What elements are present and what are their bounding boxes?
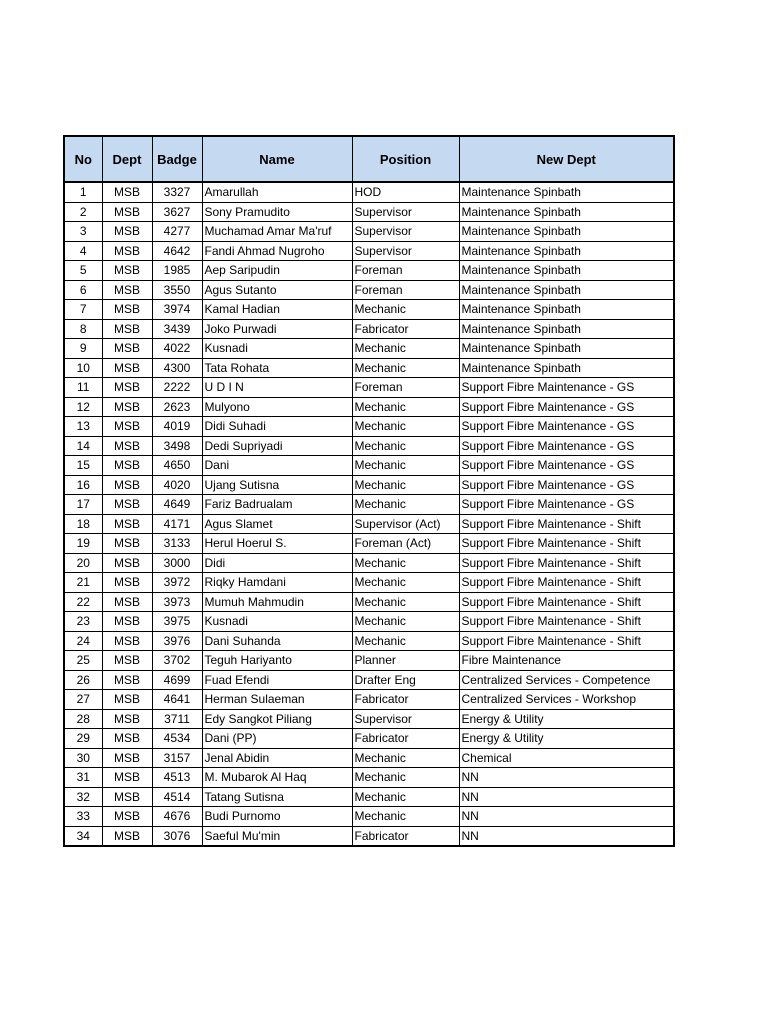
- cell-no: 25: [64, 651, 102, 671]
- cell-dept: MSB: [102, 202, 152, 222]
- cell-name: Aep Saripudin: [202, 261, 352, 281]
- cell-dept: MSB: [102, 690, 152, 710]
- cell-new-dept: Maintenance Spinbath: [459, 319, 674, 339]
- cell-position: Mechanic: [352, 768, 459, 788]
- cell-name: Tata Rohata: [202, 358, 352, 378]
- cell-new-dept: Maintenance Spinbath: [459, 358, 674, 378]
- cell-dept: MSB: [102, 436, 152, 456]
- cell-name: Dani Suhanda: [202, 631, 352, 651]
- table-row: [64, 436, 674, 456]
- cell-name: Dani (PP): [202, 729, 352, 749]
- cell-badge: 3973: [152, 592, 202, 612]
- cell-badge: 2623: [152, 397, 202, 417]
- table-row: [64, 222, 674, 242]
- cell-dept: MSB: [102, 495, 152, 515]
- cell-name: Budi Purnomo: [202, 807, 352, 827]
- cell-dept: MSB: [102, 709, 152, 729]
- cell-badge: 3439: [152, 319, 202, 339]
- cell-new-dept: NN: [459, 787, 674, 807]
- cell-no: 24: [64, 631, 102, 651]
- cell-dept: MSB: [102, 397, 152, 417]
- cell-new-dept: Maintenance Spinbath: [459, 261, 674, 281]
- cell-dept: MSB: [102, 261, 152, 281]
- cell-position: Mechanic: [352, 787, 459, 807]
- cell-name: Agus Slamet: [202, 514, 352, 534]
- header-dept: Dept: [102, 136, 152, 182]
- cell-position: Mechanic: [352, 631, 459, 651]
- cell-position: Mechanic: [352, 495, 459, 515]
- cell-name: Ujang Sutisna: [202, 475, 352, 495]
- cell-new-dept: Support Fibre Maintenance - GS: [459, 378, 674, 398]
- cell-position: Mechanic: [352, 748, 459, 768]
- cell-no: 12: [64, 397, 102, 417]
- cell-badge: 4676: [152, 807, 202, 827]
- cell-position: Foreman: [352, 378, 459, 398]
- cell-no: 26: [64, 670, 102, 690]
- cell-new-dept: Support Fibre Maintenance - GS: [459, 436, 674, 456]
- cell-position: Fabricator: [352, 319, 459, 339]
- cell-badge: 4650: [152, 456, 202, 476]
- cell-no: 4: [64, 241, 102, 261]
- cell-position: Mechanic: [352, 339, 459, 359]
- cell-badge: 4513: [152, 768, 202, 788]
- cell-new-dept: Support Fibre Maintenance - Shift: [459, 631, 674, 651]
- header-name: Name: [202, 136, 352, 182]
- table-row: [64, 748, 674, 768]
- cell-position: Fabricator: [352, 826, 459, 846]
- cell-new-dept: Support Fibre Maintenance - GS: [459, 475, 674, 495]
- table-row: [64, 417, 674, 437]
- cell-position: Supervisor (Act): [352, 514, 459, 534]
- cell-badge: 4514: [152, 787, 202, 807]
- cell-new-dept: Maintenance Spinbath: [459, 202, 674, 222]
- cell-badge: 4022: [152, 339, 202, 359]
- table-row: [64, 787, 674, 807]
- cell-name: Tatang Sutisna: [202, 787, 352, 807]
- cell-name: Muchamad Amar Ma'ruf: [202, 222, 352, 242]
- cell-badge: 4641: [152, 690, 202, 710]
- cell-position: Mechanic: [352, 573, 459, 593]
- cell-new-dept: NN: [459, 807, 674, 827]
- table-row: [64, 573, 674, 593]
- cell-name: Herul Hoerul S.: [202, 534, 352, 554]
- cell-name: Dani: [202, 456, 352, 476]
- cell-position: Planner: [352, 651, 459, 671]
- table-row: [64, 612, 674, 632]
- cell-badge: 3975: [152, 612, 202, 632]
- cell-no: 34: [64, 826, 102, 846]
- cell-badge: 3157: [152, 748, 202, 768]
- cell-name: Dedi Supriyadi: [202, 436, 352, 456]
- cell-dept: MSB: [102, 768, 152, 788]
- cell-name: U D I N: [202, 378, 352, 398]
- table-row: [64, 709, 674, 729]
- table-row: [64, 261, 674, 281]
- cell-badge: 3498: [152, 436, 202, 456]
- table-row: [64, 729, 674, 749]
- cell-no: 14: [64, 436, 102, 456]
- cell-dept: MSB: [102, 651, 152, 671]
- cell-no: 2: [64, 202, 102, 222]
- employee-table: [63, 135, 675, 847]
- cell-badge: 3076: [152, 826, 202, 846]
- cell-badge: 4534: [152, 729, 202, 749]
- header-badge: Badge: [152, 136, 202, 182]
- table-body: [64, 182, 674, 846]
- cell-badge: 1985: [152, 261, 202, 281]
- cell-name: Riqky Hamdani: [202, 573, 352, 593]
- table-row: [64, 339, 674, 359]
- table-row: [64, 631, 674, 651]
- header-no: No: [64, 136, 102, 182]
- cell-name: Mumuh Mahmudin: [202, 592, 352, 612]
- table-row: [64, 319, 674, 339]
- cell-new-dept: Support Fibre Maintenance - Shift: [459, 573, 674, 593]
- cell-position: Mechanic: [352, 592, 459, 612]
- cell-dept: MSB: [102, 573, 152, 593]
- cell-name: Kamal Hadian: [202, 300, 352, 320]
- cell-no: 19: [64, 534, 102, 554]
- cell-no: 13: [64, 417, 102, 437]
- table-row: [64, 358, 674, 378]
- cell-no: 7: [64, 300, 102, 320]
- cell-new-dept: Support Fibre Maintenance - GS: [459, 495, 674, 515]
- cell-name: Kusnadi: [202, 612, 352, 632]
- header-row: [64, 136, 674, 182]
- cell-position: Mechanic: [352, 436, 459, 456]
- cell-badge: 3711: [152, 709, 202, 729]
- cell-new-dept: Energy & Utility: [459, 709, 674, 729]
- cell-dept: MSB: [102, 670, 152, 690]
- cell-name: Fandi Ahmad Nugroho: [202, 241, 352, 261]
- cell-new-dept: Centralized Services - Workshop: [459, 690, 674, 710]
- cell-position: Mechanic: [352, 358, 459, 378]
- cell-no: 17: [64, 495, 102, 515]
- cell-dept: MSB: [102, 182, 152, 202]
- cell-badge: 3974: [152, 300, 202, 320]
- cell-position: Mechanic: [352, 300, 459, 320]
- cell-new-dept: Support Fibre Maintenance - Shift: [459, 612, 674, 632]
- cell-no: 9: [64, 339, 102, 359]
- cell-new-dept: Maintenance Spinbath: [459, 241, 674, 261]
- cell-no: 28: [64, 709, 102, 729]
- cell-name: Mulyono: [202, 397, 352, 417]
- cell-new-dept: Maintenance Spinbath: [459, 182, 674, 202]
- table-row: [64, 514, 674, 534]
- employee-table-sheet: [63, 135, 675, 847]
- cell-position: Supervisor: [352, 709, 459, 729]
- cell-name: Teguh Hariyanto: [202, 651, 352, 671]
- cell-new-dept: Maintenance Spinbath: [459, 300, 674, 320]
- cell-position: Mechanic: [352, 553, 459, 573]
- cell-name: Fariz Badrualam: [202, 495, 352, 515]
- cell-position: Foreman: [352, 261, 459, 281]
- cell-name: Agus Sutanto: [202, 280, 352, 300]
- cell-position: Drafter Eng: [352, 670, 459, 690]
- cell-new-dept: Support Fibre Maintenance - GS: [459, 456, 674, 476]
- cell-position: Mechanic: [352, 807, 459, 827]
- cell-no: 11: [64, 378, 102, 398]
- cell-position: Supervisor: [352, 222, 459, 242]
- table-row: [64, 670, 674, 690]
- table-row: [64, 807, 674, 827]
- cell-badge: 2222: [152, 378, 202, 398]
- cell-no: 20: [64, 553, 102, 573]
- cell-new-dept: NN: [459, 768, 674, 788]
- cell-dept: MSB: [102, 826, 152, 846]
- cell-dept: MSB: [102, 553, 152, 573]
- cell-dept: MSB: [102, 378, 152, 398]
- cell-dept: MSB: [102, 534, 152, 554]
- cell-no: 33: [64, 807, 102, 827]
- cell-no: 5: [64, 261, 102, 281]
- cell-position: Mechanic: [352, 456, 459, 476]
- cell-no: 16: [64, 475, 102, 495]
- cell-position: Foreman (Act): [352, 534, 459, 554]
- cell-badge: 3550: [152, 280, 202, 300]
- cell-name: Joko Purwadi: [202, 319, 352, 339]
- cell-badge: 3133: [152, 534, 202, 554]
- cell-badge: 4642: [152, 241, 202, 261]
- table-row: [64, 241, 674, 261]
- cell-dept: MSB: [102, 787, 152, 807]
- cell-dept: MSB: [102, 319, 152, 339]
- cell-position: Supervisor: [352, 241, 459, 261]
- table-row: [64, 280, 674, 300]
- cell-dept: MSB: [102, 729, 152, 749]
- cell-position: Mechanic: [352, 475, 459, 495]
- cell-position: Mechanic: [352, 417, 459, 437]
- table-row: [64, 768, 674, 788]
- table-row: [64, 300, 674, 320]
- cell-new-dept: Maintenance Spinbath: [459, 280, 674, 300]
- table-row: [64, 202, 674, 222]
- cell-badge: 3000: [152, 553, 202, 573]
- cell-new-dept: Chemical: [459, 748, 674, 768]
- cell-new-dept: Support Fibre Maintenance - GS: [459, 417, 674, 437]
- cell-badge: 4699: [152, 670, 202, 690]
- cell-name: M. Mubarok Al Haq: [202, 768, 352, 788]
- table-row: [64, 651, 674, 671]
- cell-name: Didi Suhadi: [202, 417, 352, 437]
- cell-name: Fuad Efendi: [202, 670, 352, 690]
- cell-no: 18: [64, 514, 102, 534]
- cell-position: HOD: [352, 182, 459, 202]
- cell-dept: MSB: [102, 514, 152, 534]
- cell-badge: 4171: [152, 514, 202, 534]
- cell-position: Fabricator: [352, 690, 459, 710]
- table-header: [64, 136, 674, 182]
- cell-no: 3: [64, 222, 102, 242]
- cell-dept: MSB: [102, 358, 152, 378]
- table-row: [64, 690, 674, 710]
- cell-new-dept: Support Fibre Maintenance - Shift: [459, 534, 674, 554]
- cell-dept: MSB: [102, 612, 152, 632]
- cell-badge: 4019: [152, 417, 202, 437]
- table-row: [64, 397, 674, 417]
- table-row: [64, 475, 674, 495]
- cell-no: 15: [64, 456, 102, 476]
- cell-no: 30: [64, 748, 102, 768]
- cell-position: Supervisor: [352, 202, 459, 222]
- cell-dept: MSB: [102, 417, 152, 437]
- cell-no: 10: [64, 358, 102, 378]
- cell-dept: MSB: [102, 456, 152, 476]
- cell-new-dept: Fibre Maintenance: [459, 651, 674, 671]
- cell-new-dept: Support Fibre Maintenance - Shift: [459, 553, 674, 573]
- cell-name: Didi: [202, 553, 352, 573]
- cell-new-dept: NN: [459, 826, 674, 846]
- cell-dept: MSB: [102, 222, 152, 242]
- cell-position: Mechanic: [352, 397, 459, 417]
- cell-badge: 3702: [152, 651, 202, 671]
- cell-dept: MSB: [102, 748, 152, 768]
- table-row: [64, 534, 674, 554]
- cell-badge: 4300: [152, 358, 202, 378]
- cell-name: Saeful Mu'min: [202, 826, 352, 846]
- cell-no: 21: [64, 573, 102, 593]
- cell-new-dept: Centralized Services - Competence: [459, 670, 674, 690]
- cell-new-dept: Maintenance Spinbath: [459, 222, 674, 242]
- cell-badge: 3327: [152, 182, 202, 202]
- cell-badge: 3976: [152, 631, 202, 651]
- cell-name: Sony Pramudito: [202, 202, 352, 222]
- cell-name: Herman Sulaeman: [202, 690, 352, 710]
- header-position: Position: [352, 136, 459, 182]
- cell-no: 8: [64, 319, 102, 339]
- cell-badge: 4020: [152, 475, 202, 495]
- header-new-dept: New Dept: [459, 136, 674, 182]
- cell-no: 6: [64, 280, 102, 300]
- table-row: [64, 826, 674, 846]
- cell-no: 22: [64, 592, 102, 612]
- cell-no: 27: [64, 690, 102, 710]
- table-row: [64, 592, 674, 612]
- cell-dept: MSB: [102, 631, 152, 651]
- cell-no: 29: [64, 729, 102, 749]
- cell-badge: 3972: [152, 573, 202, 593]
- table-row: [64, 495, 674, 515]
- cell-position: Fabricator: [352, 729, 459, 749]
- cell-no: 32: [64, 787, 102, 807]
- cell-dept: MSB: [102, 339, 152, 359]
- cell-dept: MSB: [102, 241, 152, 261]
- cell-dept: MSB: [102, 280, 152, 300]
- cell-name: Kusnadi: [202, 339, 352, 359]
- cell-new-dept: Support Fibre Maintenance - GS: [459, 397, 674, 417]
- cell-position: Foreman: [352, 280, 459, 300]
- cell-dept: MSB: [102, 475, 152, 495]
- cell-dept: MSB: [102, 592, 152, 612]
- table-row: [64, 456, 674, 476]
- cell-name: Edy Sangkot Piliang: [202, 709, 352, 729]
- cell-badge: 3627: [152, 202, 202, 222]
- cell-new-dept: Energy & Utility: [459, 729, 674, 749]
- cell-position: Mechanic: [352, 612, 459, 632]
- table-row: [64, 182, 674, 202]
- cell-no: 31: [64, 768, 102, 788]
- table-row: [64, 378, 674, 398]
- cell-name: Jenal Abidin: [202, 748, 352, 768]
- table-row: [64, 553, 674, 573]
- cell-new-dept: Maintenance Spinbath: [459, 339, 674, 359]
- cell-no: 1: [64, 182, 102, 202]
- cell-badge: 4277: [152, 222, 202, 242]
- cell-badge: 4649: [152, 495, 202, 515]
- cell-dept: MSB: [102, 300, 152, 320]
- cell-dept: MSB: [102, 807, 152, 827]
- cell-no: 23: [64, 612, 102, 632]
- cell-name: Amarullah: [202, 182, 352, 202]
- cell-new-dept: Support Fibre Maintenance - Shift: [459, 592, 674, 612]
- cell-new-dept: Support Fibre Maintenance - Shift: [459, 514, 674, 534]
